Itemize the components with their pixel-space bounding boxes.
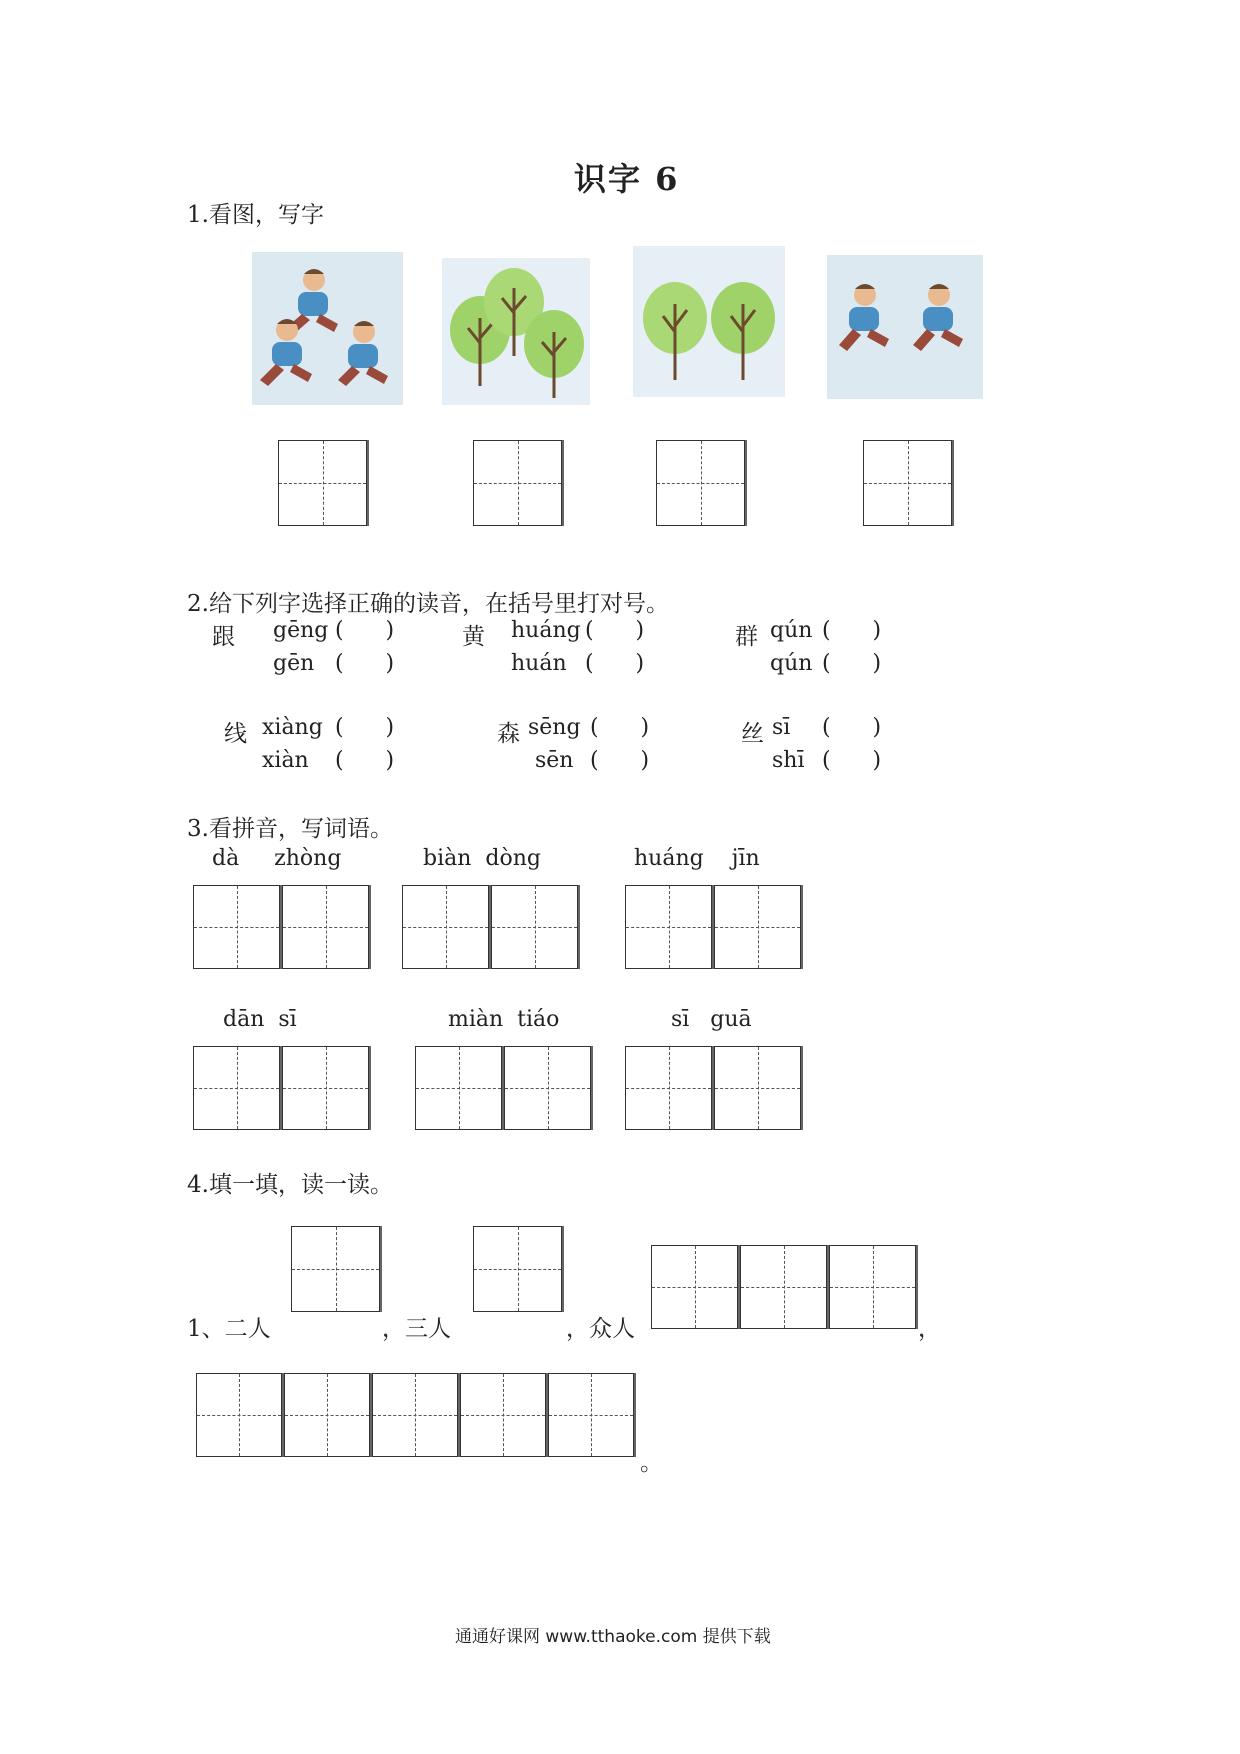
q4-zhong-boxes — [651, 1245, 918, 1329]
q2-paren[interactable]: ( ) — [822, 715, 882, 740]
writing-box[interactable] — [714, 1046, 801, 1130]
q3-word-boxes — [625, 885, 803, 969]
q4-comma: ， — [918, 1316, 941, 1342]
q2-option: xiàng — [262, 715, 323, 740]
q2-char: 跟 — [212, 624, 235, 650]
writing-box[interactable] — [196, 1373, 282, 1457]
q2-paren[interactable]: ( ) — [335, 651, 395, 676]
q3-pinyin: huáng jīn — [634, 846, 760, 871]
question-2-heading: 2.给下列字选择正确的读音，在括号里打对号。 — [187, 591, 669, 617]
q2-char: 森 — [497, 721, 520, 747]
q2-paren[interactable]: ( ) — [335, 715, 395, 740]
writing-box[interactable] — [284, 1373, 370, 1457]
q2-option: shī — [772, 748, 805, 773]
writing-box[interactable] — [548, 1373, 634, 1457]
q2-paren[interactable]: ( ) — [822, 618, 882, 643]
writing-box[interactable] — [193, 1046, 280, 1130]
writing-box-q4-san[interactable] — [473, 1226, 562, 1312]
q2-option: gēn — [273, 651, 315, 676]
writing-box[interactable] — [460, 1373, 546, 1457]
three-walking-children-picture — [252, 252, 403, 405]
q4-period: 。 — [640, 1450, 663, 1476]
q2-paren[interactable]: ( ) — [590, 715, 650, 740]
q2-char: 群 — [735, 624, 758, 650]
q2-option: qún — [770, 618, 813, 643]
two-trees-picture — [633, 246, 785, 397]
two-walking-children-picture — [827, 255, 983, 399]
q2-paren[interactable]: ( ) — [822, 748, 882, 773]
q3-word-boxes — [193, 885, 371, 969]
writing-box-q4-er[interactable] — [291, 1226, 380, 1312]
q4-segment-san: ，三人 — [382, 1316, 451, 1342]
writing-box[interactable] — [415, 1046, 502, 1130]
q4-segment-zhong: ，众人 — [566, 1316, 635, 1342]
writing-box-q1-2[interactable] — [473, 440, 562, 526]
writing-box-q1-3[interactable] — [656, 440, 745, 526]
writing-box[interactable] — [714, 885, 801, 969]
writing-box[interactable] — [282, 885, 369, 969]
q2-char: 丝 — [741, 721, 764, 747]
q2-paren[interactable]: ( ) — [585, 651, 645, 676]
q3-pinyin: dà zhòng — [212, 846, 342, 871]
writing-box-q1-4[interactable] — [863, 440, 952, 526]
writing-box[interactable] — [504, 1046, 591, 1130]
q3-word-boxes — [402, 885, 580, 969]
q2-option: sēng — [528, 715, 581, 740]
q2-option: huáng — [511, 618, 581, 643]
question-1-heading: 1.看图，写字 — [187, 202, 324, 228]
question-4-heading: 4.填一填，读一读。 — [187, 1172, 393, 1198]
q3-word-boxes — [193, 1046, 371, 1130]
q2-paren[interactable]: ( ) — [335, 618, 395, 643]
writing-box[interactable] — [651, 1245, 738, 1329]
q2-paren[interactable]: ( ) — [335, 748, 395, 773]
writing-box[interactable] — [282, 1046, 369, 1130]
q2-option: huán — [511, 651, 567, 676]
q3-pinyin: sī guā — [671, 1007, 752, 1032]
q2-option: qún — [770, 651, 813, 676]
footer-text: 通通好课网 www.tthaoke.com 提供下载 — [455, 1627, 771, 1647]
q2-option: xiàn — [262, 748, 309, 773]
q3-word-boxes — [625, 1046, 803, 1130]
question-3-heading: 3.看拼音，写词语。 — [187, 816, 393, 842]
q3-pinyin: miàn tiáo — [448, 1007, 560, 1032]
writing-box[interactable] — [625, 885, 712, 969]
q2-char: 线 — [224, 721, 247, 747]
q4-sentence-boxes — [196, 1373, 636, 1457]
q2-paren[interactable]: ( ) — [590, 748, 650, 773]
q2-paren[interactable]: ( ) — [822, 651, 882, 676]
writing-box[interactable] — [402, 885, 489, 969]
writing-box[interactable] — [625, 1046, 712, 1130]
writing-box[interactable] — [829, 1245, 916, 1329]
q2-paren[interactable]: ( ) — [585, 618, 645, 643]
q3-word-boxes — [415, 1046, 593, 1130]
three-trees-picture — [442, 258, 590, 405]
writing-box[interactable] — [372, 1373, 458, 1457]
q3-pinyin: dān sī — [223, 1007, 297, 1032]
writing-box-q1-1[interactable] — [278, 440, 367, 526]
q2-option: gēng — [273, 618, 329, 643]
q2-char: 黄 — [462, 624, 485, 650]
page-title: 识字 6 — [574, 160, 680, 198]
q2-option: sī — [772, 715, 791, 740]
q3-pinyin: biàn dòng — [423, 846, 541, 871]
q4-line-start: 1、二人 — [187, 1316, 271, 1342]
q2-option: sēn — [535, 748, 574, 773]
writing-box[interactable] — [491, 885, 578, 969]
writing-box[interactable] — [740, 1245, 827, 1329]
writing-box[interactable] — [193, 885, 280, 969]
